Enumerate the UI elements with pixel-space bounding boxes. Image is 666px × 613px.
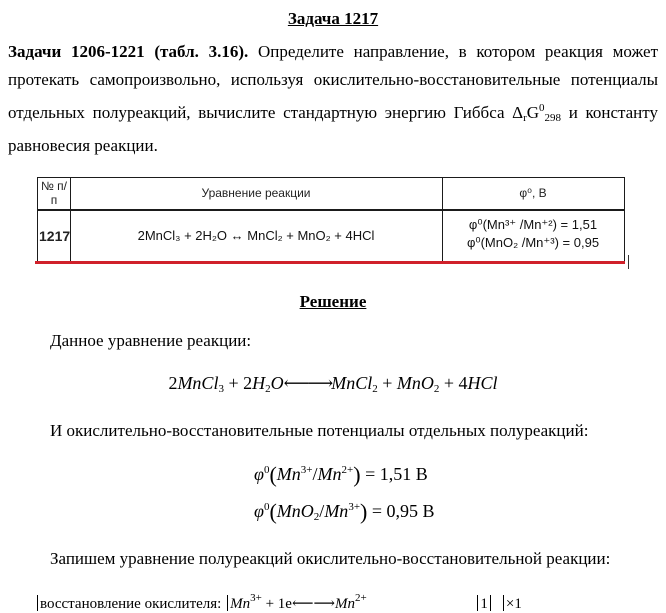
multiplier: ×1 — [505, 596, 522, 612]
header-equation: Уравнение реакции — [201, 186, 311, 200]
half-reaction-label: восстановление окислителя: — [40, 596, 222, 612]
subscript: 2 — [372, 383, 378, 395]
formula: Mn — [334, 596, 355, 612]
row-potential-2: φ⁰(MnO₂ /Mn⁺³) = 0,95 — [466, 235, 600, 250]
formula: MnCl — [331, 373, 373, 393]
paragraph-equation-intro: Данное уравнение реакции: — [50, 331, 252, 350]
table-header-divider — [37, 209, 625, 211]
formula: Mn — [230, 596, 251, 612]
formula: MnCl — [177, 373, 219, 393]
coef: 4 — [458, 373, 468, 393]
charge: 3+ — [300, 464, 313, 476]
subscript: 2 — [433, 383, 440, 395]
header-num: № п/п — [40, 179, 68, 207]
phi: φ — [254, 464, 264, 484]
equilibrium-arrow: ⟵⟶ — [283, 373, 332, 393]
task-statement — [8, 38, 658, 160]
plus: + — [377, 373, 397, 393]
superscript: 0 — [263, 464, 270, 476]
subscript: 3 — [218, 383, 224, 395]
formula: O — [270, 373, 284, 393]
potential-value: = 1,51 В — [360, 464, 428, 484]
plus: + — [223, 373, 244, 393]
header-potential: φ⁰, В — [519, 186, 547, 200]
row-num: 1217 — [39, 228, 71, 244]
margin-mark — [628, 255, 629, 269]
row-equation: 2MnCl₃ + 2H₂O ↔ MnCl₂ + MnO₂ + 4HCl — [137, 228, 375, 243]
formula: MnO — [276, 501, 314, 521]
gibbs-subscript-temp: 298 — [544, 112, 562, 124]
reaction-table — [37, 177, 625, 262]
potential-2: $\varphi^0(MnO_2/Mn^{3+}) = 0,95$ В — [254, 499, 435, 524]
solution-title: Решение — [299, 292, 367, 311]
row-potential-1: φ⁰(Mn³⁺ /Mn⁺²) = 1,51 — [468, 217, 598, 232]
formula: HCl — [467, 373, 498, 393]
table-red-underline — [35, 261, 625, 264]
task-tail: и константу равновесия реакции. — [8, 103, 658, 155]
charge: 3+ — [250, 592, 262, 604]
slash: / — [319, 501, 325, 521]
formula: H — [252, 373, 266, 393]
potential-1: $\varphi^0(Mn^{3+}/Mn^{2+}) = 1,51$ В — [254, 462, 428, 487]
charge: 2+ — [354, 592, 367, 604]
phi: φ — [254, 501, 264, 521]
charge: 3+ — [348, 501, 361, 513]
potential-value: = 0,95 В — [367, 501, 435, 521]
problem-title: Задача 1217 — [287, 9, 379, 28]
slash: / — [312, 464, 318, 484]
formula: Mn — [276, 464, 301, 484]
subscript: 2 — [313, 511, 320, 523]
equilibrium-arrow: ⟵⟶ — [291, 596, 335, 612]
superscript: 0 — [263, 501, 270, 513]
formula: Mn — [324, 501, 349, 521]
gibbs-g: G — [526, 103, 540, 122]
electrons: + 1e — [261, 596, 292, 612]
charge: 2+ — [341, 464, 354, 476]
coef: 2 — [243, 373, 253, 393]
gibbs-subscript-r: r — [523, 112, 527, 124]
formula: MnO — [396, 373, 434, 393]
formula: Mn — [317, 464, 342, 484]
task-text: Определите направление, в котором реакция может протекать самопроизвольно, используя окислительно-восстановительные потенциалы отдельных полуреакций, вычислите стандартную энергию Гиббса Δ — [8, 42, 658, 122]
coefficient: 1 — [480, 596, 488, 612]
paragraph-potentials-intro: И окислительно-восстановительные потенциалы отдельных полуреакций: — [50, 421, 589, 440]
half-reaction-reduction — [35, 592, 522, 613]
subscript: 2 — [265, 383, 271, 395]
paragraph-half-reactions-intro: Запишем уравнение полуреакций окислительно-восстановительной реакции: — [50, 549, 611, 568]
reaction-equation — [0, 373, 666, 395]
plus: + — [439, 373, 459, 393]
task-bold-prefix: Задачи 1206-1221 (табл. 3.16). — [8, 42, 249, 61]
gibbs-superscript-zero: 0 — [539, 102, 545, 114]
coef: 2 — [168, 373, 178, 393]
